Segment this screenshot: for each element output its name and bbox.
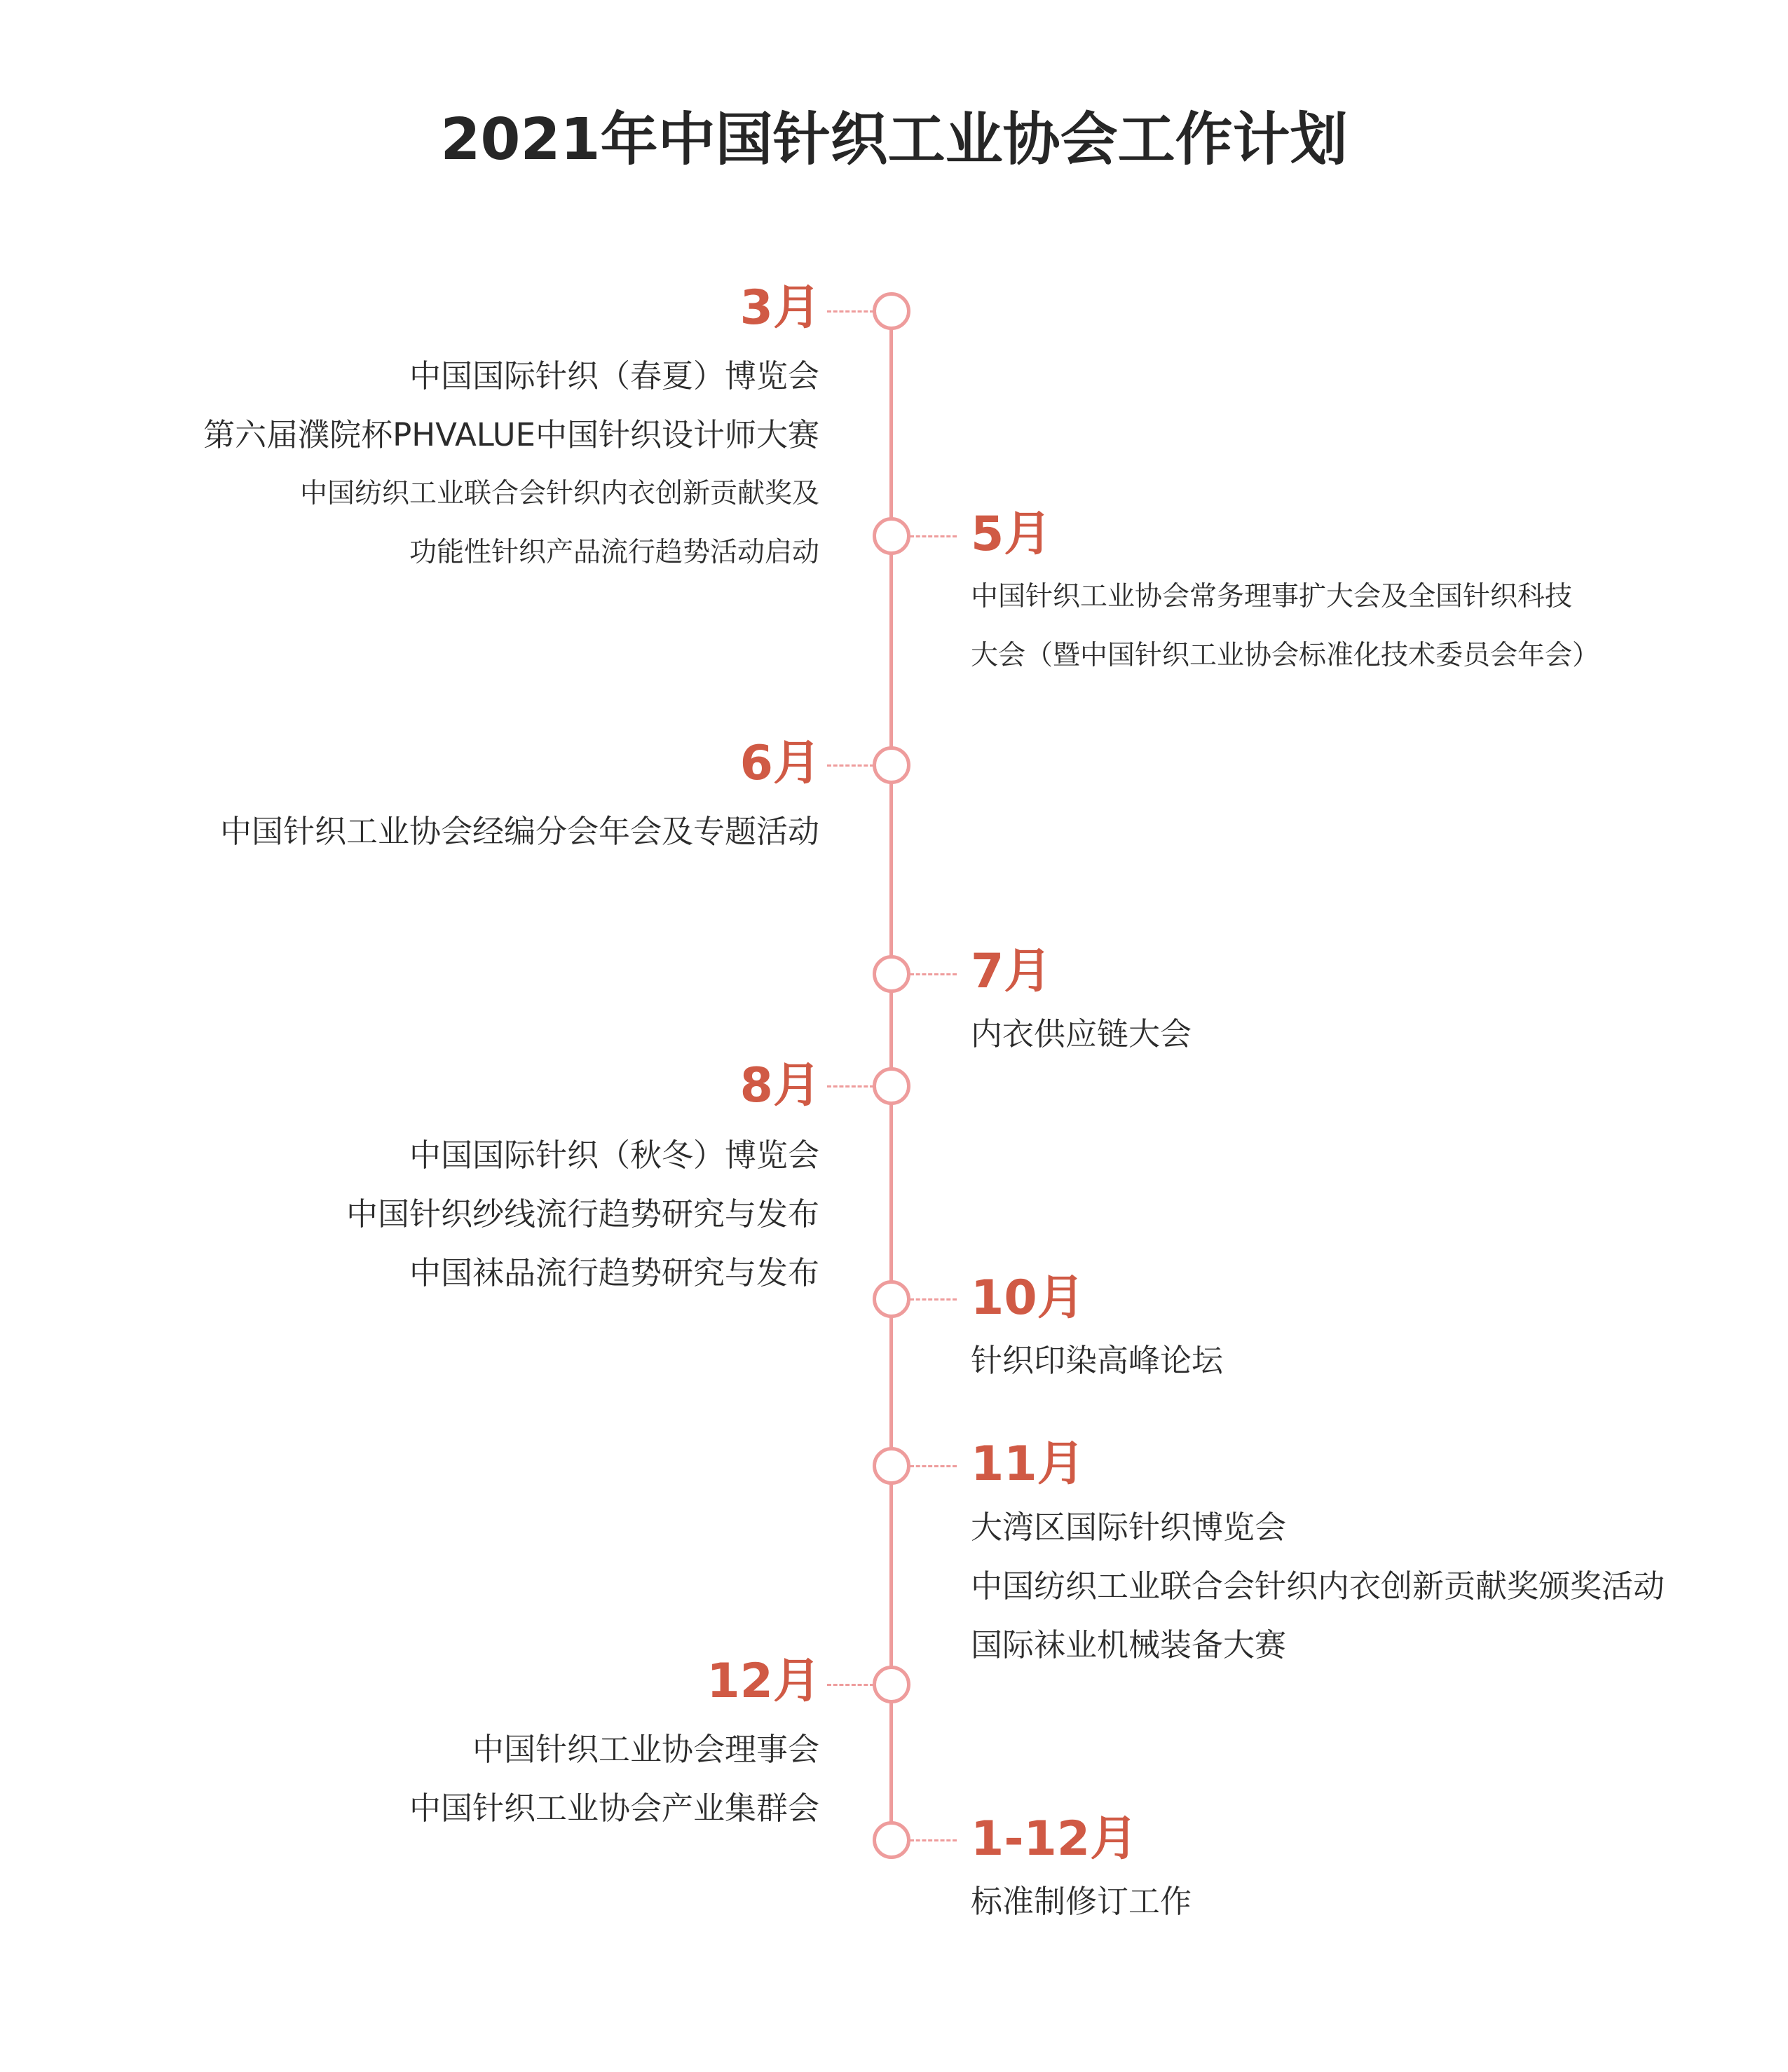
event-item: 大湾区国际针织博览会 xyxy=(971,1509,1287,1546)
month-label-may: 5月 xyxy=(971,507,1052,562)
month-label-jul: 7月 xyxy=(971,944,1052,999)
page-title: 2021年中国针织工业协会工作计划 xyxy=(440,107,1348,173)
month-label-aug: 8月 xyxy=(739,1058,821,1113)
timeline-node-aug xyxy=(873,1067,910,1105)
event-list-year xyxy=(971,1872,1192,1931)
month-label-dec: 12月 xyxy=(707,1654,821,1709)
connector-jul xyxy=(910,973,957,975)
connector-oct xyxy=(910,1298,957,1301)
event-list-dec xyxy=(409,1720,819,1838)
event-list-oct xyxy=(971,1331,1223,1390)
event-item: 中国纺织工业联合会针织内衣创新贡献奖及 xyxy=(299,478,819,509)
event-item: 国际袜业机械装备大赛 xyxy=(971,1626,1287,1663)
event-item: 中国针织工业协会产业集群会 xyxy=(409,1790,819,1827)
event-item: 中国纺织工业联合会针织内衣创新贡献奖颁奖活动 xyxy=(971,1567,1665,1605)
month-label-jun: 6月 xyxy=(739,736,821,791)
event-item: 大会（暨中国针织工业协会标准化技术委员会年会） xyxy=(971,640,1600,671)
event-list-jun xyxy=(220,802,819,861)
timeline-node-nov xyxy=(873,1447,910,1485)
event-list-mar xyxy=(203,347,819,582)
month-label-nov: 11月 xyxy=(971,1436,1085,1492)
event-list-aug xyxy=(346,1126,819,1303)
event-item: 第六届濮院杯PHVALUE中国针织设计师大赛 xyxy=(203,416,819,453)
event-item: 中国国际针织（秋冬）博览会 xyxy=(409,1137,819,1174)
connector-aug xyxy=(827,1085,874,1088)
event-item: 中国国际针织（春夏）博览会 xyxy=(409,357,819,394)
month-label-oct: 10月 xyxy=(971,1270,1085,1326)
event-item: 针织印染高峰论坛 xyxy=(971,1342,1224,1379)
timeline-node-mar xyxy=(873,292,910,330)
event-item: 中国针织纱线流行趋势研究与发布 xyxy=(346,1195,819,1233)
event-item: 功能性针织产品流行趋势活动启动 xyxy=(409,537,819,568)
timeline-node-jun xyxy=(873,746,910,784)
event-item: 内衣供应链大会 xyxy=(971,1015,1192,1052)
connector-may xyxy=(910,535,957,537)
event-item: 中国针织工业协会理事会 xyxy=(472,1731,819,1768)
connector-jun xyxy=(827,764,874,767)
connector-year xyxy=(910,1839,957,1841)
month-label-year: 1-12月 xyxy=(971,1811,1138,1867)
connector-nov xyxy=(910,1465,957,1467)
timeline-node-oct xyxy=(873,1280,910,1318)
connector-dec xyxy=(827,1684,874,1686)
timeline-node-may xyxy=(873,517,910,555)
connector-mar xyxy=(827,310,874,313)
event-item: 标准制修订工作 xyxy=(971,1883,1192,1920)
timeline-node-jul xyxy=(873,955,910,993)
event-item: 中国针织工业协会常务理事扩大会及全国针织科技 xyxy=(971,581,1573,612)
timeline-node-year xyxy=(873,1821,910,1859)
event-list-jul xyxy=(971,1005,1192,1064)
month-label-mar: 3月 xyxy=(739,280,821,336)
event-list-nov xyxy=(971,1498,1665,1675)
event-item: 中国袜品流行趋势研究与发布 xyxy=(409,1254,819,1291)
event-item: 中国针织工业协会经编分会年会及专题活动 xyxy=(219,813,819,850)
timeline-node-dec xyxy=(873,1666,910,1703)
event-list-may xyxy=(971,568,1599,685)
